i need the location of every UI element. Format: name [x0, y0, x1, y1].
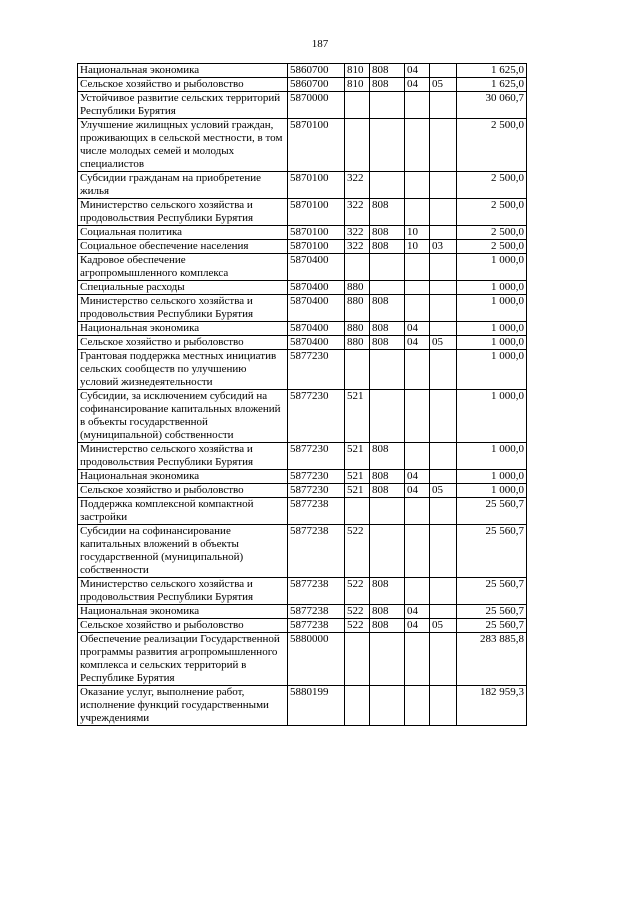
department-code-cell: 808	[370, 605, 405, 619]
target-code-cell: 5880199	[288, 686, 345, 726]
expense-type-code-cell	[345, 686, 370, 726]
target-code-cell: 5870000	[288, 92, 345, 119]
table-row	[78, 64, 527, 78]
expense-type-code-cell	[345, 254, 370, 281]
subsection-code-cell	[430, 350, 457, 390]
amount-cell: 1 000,0	[457, 390, 527, 443]
amount-cell: 25 560,7	[457, 578, 527, 605]
subsection-code-cell	[430, 633, 457, 686]
subsection-code-cell	[430, 322, 457, 336]
target-code-cell: 5860700	[288, 64, 345, 78]
amount-cell: 1 000,0	[457, 470, 527, 484]
table-row	[78, 350, 527, 390]
target-code-cell: 5877230	[288, 470, 345, 484]
target-code-cell: 5870400	[288, 336, 345, 350]
section-code-cell	[405, 498, 430, 525]
department-code-cell	[370, 686, 405, 726]
item-name-cell: Кадровое обеспечение агропромышленного комплекса	[78, 254, 288, 281]
expense-type-code-cell: 522	[345, 578, 370, 605]
expense-type-code-cell: 322	[345, 226, 370, 240]
target-code-cell: 5880000	[288, 633, 345, 686]
amount-cell: 1 000,0	[457, 322, 527, 336]
table-row	[78, 470, 527, 484]
section-code-cell	[405, 578, 430, 605]
subsection-code-cell: 05	[430, 619, 457, 633]
amount-cell: 1 000,0	[457, 281, 527, 295]
section-code-cell: 04	[405, 336, 430, 350]
table-row	[78, 498, 527, 525]
amount-cell: 25 560,7	[457, 619, 527, 633]
expense-type-code-cell: 880	[345, 281, 370, 295]
subsection-code-cell	[430, 686, 457, 726]
target-code-cell: 5877238	[288, 619, 345, 633]
target-code-cell: 5870100	[288, 226, 345, 240]
amount-cell: 2 500,0	[457, 172, 527, 199]
target-code-cell: 5870400	[288, 322, 345, 336]
item-name-cell: Субсидии на софинансирование капитальных вложений в объекты государственной (муниципальной) собственности	[78, 525, 288, 578]
table-row	[78, 336, 527, 350]
department-code-cell	[370, 390, 405, 443]
amount-cell: 283 885,8	[457, 633, 527, 686]
item-name-cell: Социальное обеспечение населения	[78, 240, 288, 254]
item-name-cell: Сельское хозяйство и рыболовство	[78, 336, 288, 350]
item-name-cell: Грантовая поддержка местных инициатив сельских сообществ по улучшению условий жизнедеятельности	[78, 350, 288, 390]
section-code-cell	[405, 254, 430, 281]
section-code-cell: 04	[405, 78, 430, 92]
item-name-cell: Субсидии, за исключением субсидий на софинансирование капитальных вложений в объекты государственной (муниципальной) собственности	[78, 390, 288, 443]
section-code-cell	[405, 295, 430, 322]
table-row	[78, 254, 527, 281]
department-code-cell	[370, 172, 405, 199]
department-code-cell: 808	[370, 443, 405, 470]
expense-type-code-cell	[345, 498, 370, 525]
department-code-cell: 808	[370, 322, 405, 336]
amount-cell: 30 060,7	[457, 92, 527, 119]
subsection-code-cell	[430, 443, 457, 470]
expense-type-code-cell: 322	[345, 199, 370, 226]
expense-type-code-cell	[345, 92, 370, 119]
section-code-cell	[405, 92, 430, 119]
amount-cell: 1 000,0	[457, 336, 527, 350]
target-code-cell: 5877238	[288, 498, 345, 525]
amount-cell: 1 000,0	[457, 443, 527, 470]
section-code-cell: 10	[405, 226, 430, 240]
subsection-code-cell: 05	[430, 336, 457, 350]
section-code-cell: 04	[405, 619, 430, 633]
table-row	[78, 295, 527, 322]
table-row	[78, 322, 527, 336]
target-code-cell: 5877238	[288, 525, 345, 578]
page-number: 187	[311, 38, 329, 50]
subsection-code-cell	[430, 390, 457, 443]
section-code-cell	[405, 172, 430, 199]
section-code-cell: 04	[405, 470, 430, 484]
subsection-code-cell	[430, 525, 457, 578]
item-name-cell: Министерство сельского хозяйства и продовольствия Республики Бурятия	[78, 578, 288, 605]
department-code-cell: 808	[370, 295, 405, 322]
table-row	[78, 119, 527, 172]
department-code-cell: 808	[370, 470, 405, 484]
department-code-cell	[370, 92, 405, 119]
department-code-cell	[370, 254, 405, 281]
expense-type-code-cell: 521	[345, 470, 370, 484]
subsection-code-cell	[430, 119, 457, 172]
item-name-cell: Субсидии гражданам на приобретение жилья	[78, 172, 288, 199]
table-row	[78, 390, 527, 443]
target-code-cell: 5860700	[288, 78, 345, 92]
target-code-cell: 5877238	[288, 578, 345, 605]
expense-type-code-cell: 521	[345, 443, 370, 470]
section-code-cell: 04	[405, 322, 430, 336]
subsection-code-cell	[430, 199, 457, 226]
department-code-cell: 808	[370, 64, 405, 78]
subsection-code-cell	[430, 578, 457, 605]
expense-type-code-cell: 521	[345, 484, 370, 498]
amount-cell: 2 500,0	[457, 226, 527, 240]
amount-cell: 182 959,3	[457, 686, 527, 726]
subsection-code-cell: 05	[430, 484, 457, 498]
amount-cell: 1 625,0	[457, 64, 527, 78]
expense-type-code-cell: 521	[345, 390, 370, 443]
amount-cell: 1 000,0	[457, 484, 527, 498]
target-code-cell: 5870100	[288, 240, 345, 254]
department-code-cell	[370, 281, 405, 295]
department-code-cell: 808	[370, 240, 405, 254]
expense-type-code-cell: 322	[345, 172, 370, 199]
item-name-cell: Национальная экономика	[78, 322, 288, 336]
table-row	[78, 484, 527, 498]
amount-cell: 1 625,0	[457, 78, 527, 92]
department-code-cell: 808	[370, 484, 405, 498]
subsection-code-cell: 03	[430, 240, 457, 254]
target-code-cell: 5877230	[288, 350, 345, 390]
amount-cell: 25 560,7	[457, 605, 527, 619]
item-name-cell: Национальная экономика	[78, 605, 288, 619]
item-name-cell: Министерство сельского хозяйства и продовольствия Республики Бурятия	[78, 295, 288, 322]
section-code-cell	[405, 199, 430, 226]
table-row	[78, 78, 527, 92]
target-code-cell: 5870100	[288, 199, 345, 226]
subsection-code-cell	[430, 295, 457, 322]
item-name-cell: Улучшение жилищных условий граждан, проживающих в сельской местности, в том числе молодых семей и молодых специалистов	[78, 119, 288, 172]
table-row	[78, 605, 527, 619]
amount-cell: 25 560,7	[457, 498, 527, 525]
expense-type-code-cell: 522	[345, 619, 370, 633]
expense-type-code-cell: 880	[345, 295, 370, 322]
section-code-cell	[405, 350, 430, 390]
table-row	[78, 686, 527, 726]
target-code-cell: 5877238	[288, 605, 345, 619]
budget-table-body	[78, 64, 527, 726]
department-code-cell: 808	[370, 226, 405, 240]
target-code-cell: 5870400	[288, 254, 345, 281]
section-code-cell	[405, 525, 430, 578]
item-name-cell: Сельское хозяйство и рыболовство	[78, 619, 288, 633]
department-code-cell	[370, 525, 405, 578]
section-code-cell	[405, 443, 430, 470]
section-code-cell: 04	[405, 64, 430, 78]
item-name-cell: Национальная экономика	[78, 470, 288, 484]
table-row	[78, 92, 527, 119]
department-code-cell	[370, 119, 405, 172]
amount-cell: 25 560,7	[457, 525, 527, 578]
department-code-cell	[370, 633, 405, 686]
item-name-cell: Устойчивое развитие сельских территорий Республики Бурятия	[78, 92, 288, 119]
subsection-code-cell	[430, 470, 457, 484]
table-row	[78, 578, 527, 605]
subsection-code-cell	[430, 172, 457, 199]
table-row	[78, 633, 527, 686]
table-row	[78, 281, 527, 295]
table-row	[78, 525, 527, 578]
item-name-cell: Социальная политика	[78, 226, 288, 240]
item-name-cell: Сельское хозяйство и рыболовство	[78, 78, 288, 92]
section-code-cell	[405, 119, 430, 172]
amount-cell: 2 500,0	[457, 119, 527, 172]
expense-type-code-cell: 522	[345, 525, 370, 578]
expense-type-code-cell: 880	[345, 322, 370, 336]
amount-cell: 2 500,0	[457, 240, 527, 254]
target-code-cell: 5877230	[288, 390, 345, 443]
amount-cell: 1 000,0	[457, 254, 527, 281]
section-code-cell: 04	[405, 484, 430, 498]
item-name-cell: Национальная экономика	[78, 64, 288, 78]
subsection-code-cell	[430, 605, 457, 619]
table-row	[78, 443, 527, 470]
amount-cell: 2 500,0	[457, 199, 527, 226]
amount-cell: 1 000,0	[457, 295, 527, 322]
amount-cell: 1 000,0	[457, 350, 527, 390]
expense-type-code-cell	[345, 633, 370, 686]
table-row	[78, 240, 527, 254]
table-row	[78, 619, 527, 633]
subsection-code-cell	[430, 92, 457, 119]
table-row	[78, 226, 527, 240]
section-code-cell	[405, 686, 430, 726]
department-code-cell: 808	[370, 199, 405, 226]
subsection-code-cell	[430, 254, 457, 281]
section-code-cell: 04	[405, 605, 430, 619]
target-code-cell: 5870100	[288, 172, 345, 199]
item-name-cell: Оказание услуг, выполнение работ, исполнение функций государственными учреждениями	[78, 686, 288, 726]
expense-type-code-cell: 322	[345, 240, 370, 254]
expense-type-code-cell: 810	[345, 64, 370, 78]
expense-type-code-cell: 522	[345, 605, 370, 619]
table-row	[78, 199, 527, 226]
target-code-cell: 5870400	[288, 281, 345, 295]
item-name-cell: Сельское хозяйство и рыболовство	[78, 484, 288, 498]
section-code-cell	[405, 633, 430, 686]
section-code-cell	[405, 390, 430, 443]
target-code-cell: 5877230	[288, 484, 345, 498]
subsection-code-cell	[430, 281, 457, 295]
expense-type-code-cell: 810	[345, 78, 370, 92]
subsection-code-cell: 05	[430, 78, 457, 92]
item-name-cell: Министерство сельского хозяйства и продовольствия Республики Бурятия	[78, 199, 288, 226]
target-code-cell: 5870100	[288, 119, 345, 172]
item-name-cell: Поддержка комплексной компактной застройки	[78, 498, 288, 525]
subsection-code-cell	[430, 64, 457, 78]
expense-type-code-cell	[345, 119, 370, 172]
item-name-cell: Специальные расходы	[78, 281, 288, 295]
department-code-cell: 808	[370, 336, 405, 350]
table-row	[78, 172, 527, 199]
budget-table	[77, 63, 527, 726]
subsection-code-cell	[430, 498, 457, 525]
department-code-cell: 808	[370, 578, 405, 605]
target-code-cell: 5877230	[288, 443, 345, 470]
item-name-cell: Обеспечение реализации Государственной программы развития агропромышленного комплекса и сельских территорий в Республике Бурятия	[78, 633, 288, 686]
department-code-cell: 808	[370, 78, 405, 92]
section-code-cell	[405, 281, 430, 295]
expense-type-code-cell: 880	[345, 336, 370, 350]
section-code-cell: 10	[405, 240, 430, 254]
subsection-code-cell	[430, 226, 457, 240]
department-code-cell	[370, 498, 405, 525]
department-code-cell: 808	[370, 619, 405, 633]
department-code-cell	[370, 350, 405, 390]
target-code-cell: 5870400	[288, 295, 345, 322]
item-name-cell: Министерство сельского хозяйства и продовольствия Республики Бурятия	[78, 443, 288, 470]
expense-type-code-cell	[345, 350, 370, 390]
